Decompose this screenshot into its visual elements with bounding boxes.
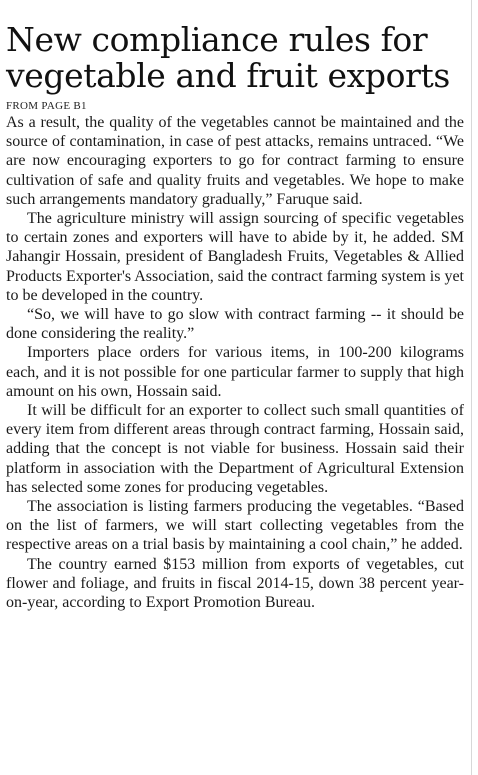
paragraph: “So, we will have to go slow with contract farming -- it should be done considering the reality.” <box>6 306 464 343</box>
news-article <box>6 22 464 612</box>
paragraph: The country earned $153 million from exports of vegetables, cut flower and foliage, and fruits in fiscal 2014-15, down 38 percent year-on-year, according to Export Promotion Bureau. <box>6 555 464 612</box>
paragraph: As a result, the quality of the vegetables cannot be maintained and the source of contamination, in case of pest attacks, remains untraced. “We are now encouraging exporters to go for contract farming to ensure cultivation of safe and quality fruits and vegetables. We hope to make such arrangements mandatory gradually,” Faruque said. <box>6 114 464 208</box>
article-body <box>6 113 464 612</box>
article-headline: New compliance rules for vegetable and fruit exports <box>6 20 450 95</box>
paragraph: Importers place orders for various items, in 100-200 kilograms each, and it is not possible for one particular farmer to supply that high amount on his own, Hossain said. <box>6 344 464 400</box>
jump-line: FROM PAGE B1 <box>6 100 87 112</box>
clipped-previous-article <box>0 0 478 12</box>
paragraph: The agriculture ministry will assign sourcing of specific vegetables to certain zones and exporters will have to abide by it, he added. SM Jahangir Hossain, president of Bangladesh Fruits, Vegetables & Allied Products Exporter's Association, said the contract farming system is yet to be developed in the country. <box>6 210 464 304</box>
paragraph: It will be difficult for an exporter to collect such small quantities of every item from different areas through contract farming, Hossain said, adding that the concept is not viable for business. Hossain said their platform in association with the Department of Agricultural Extension has selected some zones for producing vegetables. <box>6 402 464 496</box>
column-rule <box>471 0 472 775</box>
paragraph: The association is listing farmers producing the vegetables. “Based on the list of farmers, we will start collecting vegetables from the respective areas on a trial basis by maintaining a cool chain,” he added. <box>6 498 464 554</box>
clipped-text-fragment <box>60 0 64 7</box>
